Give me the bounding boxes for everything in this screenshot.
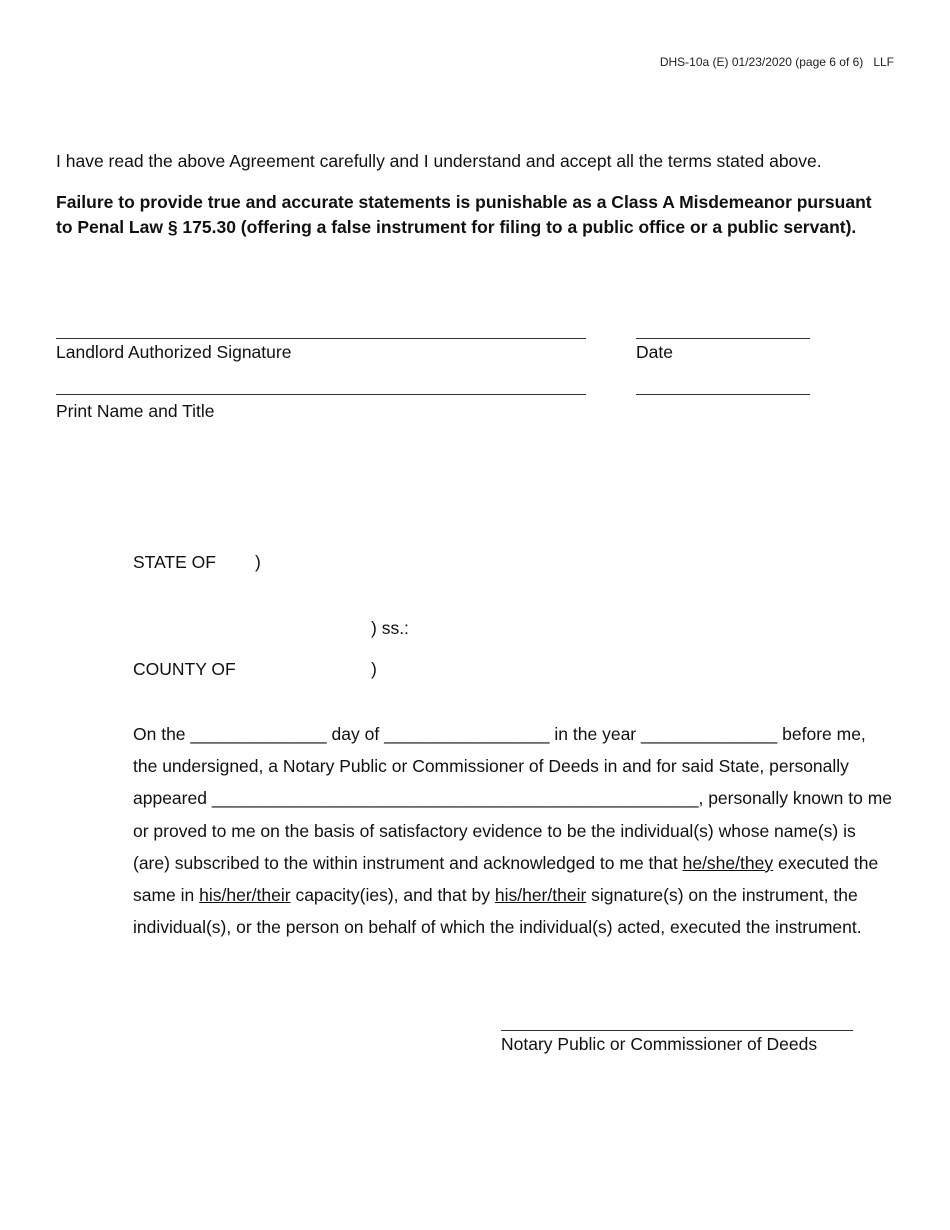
acknowledgement-statement: I have read the above Agreement carefully and I understand and accept all the terms stated above.: [56, 151, 822, 171]
text-capacity: capacity(ies), and that by: [290, 885, 495, 906]
text-on-the: On the: [133, 724, 191, 744]
pronoun-possessive-1: his/her/their: [199, 885, 291, 906]
text-in-the-year: in the year: [549, 724, 641, 744]
notary-acknowledgement-paragraph: [133, 718, 893, 943]
date-line-2[interactable]: [636, 394, 810, 395]
text-signature: signature(s) on the instrument, the individual(s), or the person on behalf of which the individual(s) acted, executed the instrument.: [133, 885, 862, 938]
notary-signature-label: Notary Public or Commissioner of Deeds: [501, 1034, 818, 1054]
state-of-label: STATE OF: [133, 552, 216, 572]
form-header: [660, 55, 894, 69]
state-paren: ): [255, 552, 261, 572]
form-code: DHS-10a (E) 01/23/2020 (page 6 of 6): [659, 55, 864, 69]
text-executed: executed the same in: [133, 852, 879, 906]
pronoun-possessive-2: his/her/their: [494, 885, 587, 906]
day-blank[interactable]: ______________: [190, 724, 327, 744]
text-personally-known: , personally known to me or proved to me on the basis of satisfactory evidence to be the individual(s) whose name(s) is (are) subscribed to the within instrument and acknowledged to me that: [133, 788, 893, 873]
ss-label: ) ss.:: [371, 618, 409, 638]
year-blank[interactable]: ______________: [641, 724, 778, 744]
county-of-label: COUNTY OF: [133, 659, 236, 679]
landlord-signature-line[interactable]: [56, 338, 586, 339]
penalty-warning: Failure to provide true and accurate statements is punishable as a Class A Misdemeanor pursuant to Penal Law § 175.30 (offering a false instrument for filing to a public office or a public servant).: [56, 192, 872, 237]
county-paren: ): [371, 659, 377, 679]
appeared-name-blank[interactable]: __________________________________________________: [211, 788, 699, 809]
text-day-of: day of: [326, 724, 385, 744]
form-initials: LLF: [873, 55, 894, 69]
print-name-line[interactable]: [56, 394, 586, 395]
pronoun-subject: he/she/they: [682, 852, 774, 873]
notary-signature-line[interactable]: [501, 1030, 853, 1031]
landlord-signature-label: Landlord Authorized Signature: [56, 342, 292, 362]
date-label: Date: [636, 342, 673, 362]
date-line-1[interactable]: [636, 338, 810, 339]
month-blank[interactable]: _________________: [384, 724, 550, 744]
print-name-label: Print Name and Title: [56, 401, 215, 421]
text-before-me: before me, the undersigned, a Notary Public or Commissioner of Deeds in and for said State, personally appeared: [133, 724, 866, 809]
